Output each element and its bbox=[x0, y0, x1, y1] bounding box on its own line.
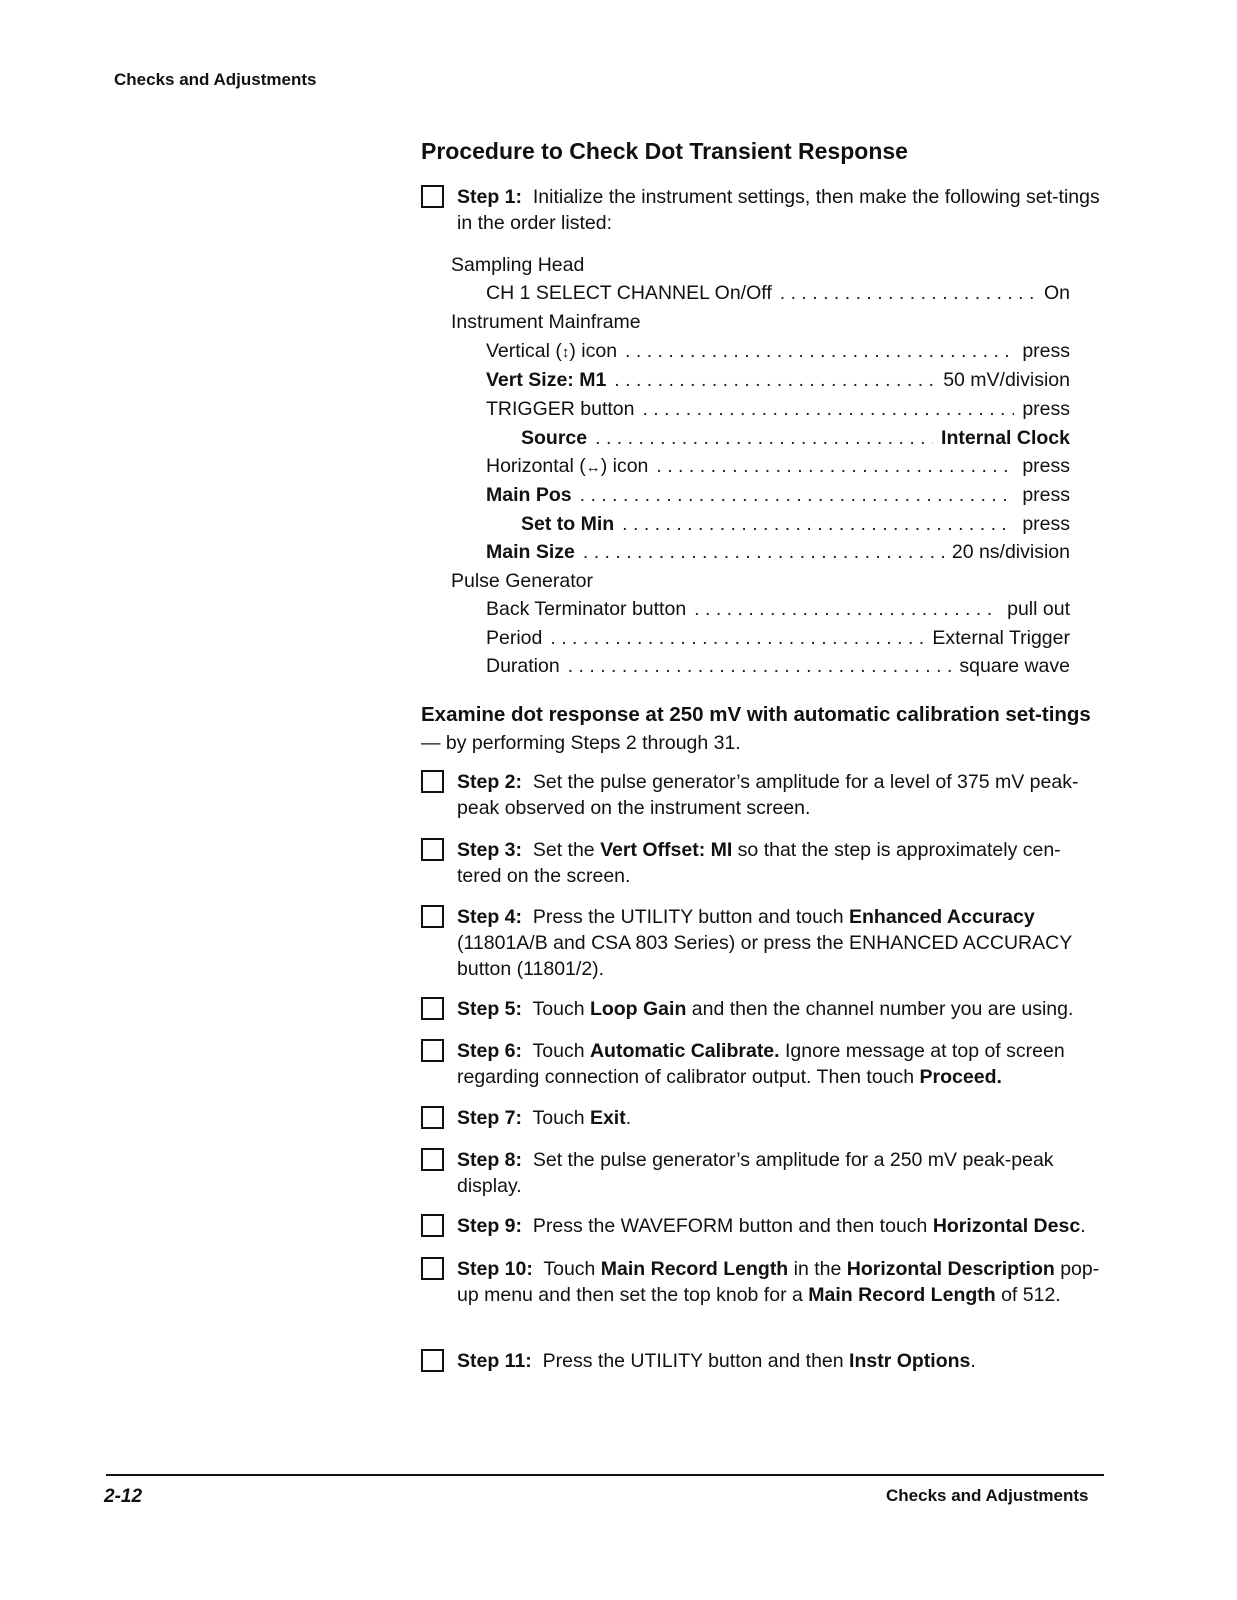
step-text-bold: Proceed. bbox=[919, 1066, 1002, 1088]
examine-subheading bbox=[421, 701, 1101, 757]
setting-label-suffix: ) icon bbox=[600, 455, 649, 477]
setting-row-set-to-min bbox=[521, 511, 1070, 539]
step-text: of 512. bbox=[995, 1284, 1061, 1306]
setting-label: Source bbox=[521, 427, 588, 449]
setting-label: Main Pos bbox=[486, 484, 572, 506]
setting-label: Vert Size: M1 bbox=[486, 369, 607, 391]
setting-value: 20 ns/division bbox=[951, 541, 1070, 563]
running-header: Checks and Adjustments bbox=[114, 70, 317, 89]
leader-dots bbox=[580, 482, 1015, 508]
checkbox[interactable] bbox=[421, 838, 444, 861]
step-label: Step 8: bbox=[457, 1149, 523, 1171]
setting-label: Vertical ( bbox=[486, 340, 562, 362]
step-6 bbox=[421, 1038, 1101, 1090]
vertical-arrow-icon: ↕ bbox=[561, 344, 570, 361]
checkbox[interactable] bbox=[421, 997, 444, 1020]
leader-dots bbox=[622, 511, 1014, 537]
step-7 bbox=[421, 1105, 1101, 1131]
step-text: Press the UTILITY button and then bbox=[542, 1350, 850, 1372]
setting-label: Back Terminator button bbox=[486, 598, 687, 620]
step-3 bbox=[421, 837, 1101, 889]
setting-value: External Trigger bbox=[932, 627, 1070, 649]
step-label: Step 3: bbox=[457, 839, 523, 861]
setting-value: press bbox=[1022, 340, 1070, 362]
setting-label: Set to Min bbox=[521, 513, 615, 535]
setting-value: press bbox=[1022, 455, 1070, 477]
step-text-bold: Horizontal Desc bbox=[932, 1215, 1081, 1237]
step-text: (11801A/B and CSA 803 Series) or press the ENHANCED ACCURACY button (11801/2). bbox=[457, 932, 1072, 980]
checkbox[interactable] bbox=[421, 1257, 444, 1280]
setting-row-vert-size bbox=[486, 367, 1070, 395]
step-text-bold: Loop Gain bbox=[589, 998, 687, 1020]
step-text: Press the UTILITY button and touch bbox=[532, 906, 850, 928]
step-label: Step 1: bbox=[457, 186, 523, 208]
checkbox[interactable] bbox=[421, 1148, 444, 1171]
setting-value: press bbox=[1022, 398, 1070, 420]
leader-dots bbox=[694, 596, 999, 622]
horizontal-arrow-icon: ↔ bbox=[585, 459, 601, 476]
step-label: Step 9: bbox=[457, 1215, 523, 1237]
checkbox[interactable] bbox=[421, 1106, 444, 1129]
page-number: 2-12 bbox=[104, 1486, 143, 1507]
setting-label: Period bbox=[486, 627, 543, 649]
step-text: so that the step is approximately cen-tered on the screen. bbox=[457, 839, 1061, 887]
step-text-bold: Automatic Calibrate. bbox=[589, 1040, 780, 1062]
checkbox[interactable] bbox=[421, 905, 444, 928]
procedure-title: Procedure to Check Dot Transient Response bbox=[421, 138, 908, 164]
setting-row-source bbox=[521, 425, 1070, 453]
step-2 bbox=[421, 769, 1101, 821]
step-text-bold: Instr Options bbox=[849, 1350, 971, 1372]
section-instrument-mainframe: Instrument Mainframe bbox=[451, 311, 641, 333]
step-text-bold: Enhanced Accuracy bbox=[849, 906, 1035, 928]
step-text-bold: Main Record Length bbox=[808, 1284, 996, 1306]
step-text: pop-up menu and then set the top knob for a bbox=[457, 1258, 1100, 1306]
setting-value: pull out bbox=[1007, 598, 1070, 620]
step-text: . bbox=[1080, 1215, 1086, 1237]
section-pulse-generator: Pulse Generator bbox=[451, 570, 593, 592]
step-text-bold: Vert Offset: MI bbox=[600, 839, 733, 861]
setting-label: Horizontal ( bbox=[486, 455, 586, 477]
checkbox[interactable] bbox=[421, 1039, 444, 1062]
step-text: Ignore message at top of screen regarding connection of calibrator output. Then touch bbox=[457, 1040, 1065, 1088]
step-text: and then the channel number you are using. bbox=[686, 998, 1074, 1020]
step-label: Step 2: bbox=[457, 771, 523, 793]
step-9 bbox=[421, 1213, 1101, 1239]
footer-section-title: Checks and Adjustments bbox=[886, 1486, 1089, 1505]
step-label: Step 7: bbox=[457, 1107, 523, 1129]
setting-value: On bbox=[1043, 282, 1070, 304]
step-label: Step 5: bbox=[457, 998, 523, 1020]
checkbox[interactable] bbox=[421, 770, 444, 793]
section-sampling-head: Sampling Head bbox=[451, 254, 585, 276]
step-text: Set the pulse generator’s amplitude for a level of 375 mV peak-peak observed on the instrument screen. bbox=[457, 771, 1079, 819]
subheading-rest: — by performing Steps 2 through 31. bbox=[421, 732, 741, 754]
leader-dots bbox=[780, 280, 1036, 306]
leader-dots bbox=[583, 539, 944, 565]
setting-value: 50 mV/division bbox=[943, 369, 1070, 391]
step-text: Touch bbox=[543, 1258, 601, 1280]
setting-label: CH 1 SELECT CHANNEL On/Off bbox=[486, 282, 772, 304]
step-10 bbox=[421, 1256, 1101, 1308]
setting-row-duration bbox=[486, 653, 1070, 681]
step-text: . bbox=[625, 1107, 632, 1129]
setting-row-ch1 bbox=[486, 280, 1070, 308]
setting-value: square wave bbox=[959, 655, 1070, 677]
leader-dots bbox=[625, 338, 1014, 364]
leader-dots bbox=[656, 453, 1014, 479]
leader-dots bbox=[642, 396, 1014, 422]
setting-row-horizontal bbox=[486, 453, 1070, 481]
setting-label: Main Size bbox=[486, 541, 575, 563]
setting-label-suffix: ) icon bbox=[569, 340, 618, 362]
step-label: Step 10: bbox=[457, 1258, 533, 1280]
step-text: Initialize the instrument settings, then make the following set-tings in the order listed: bbox=[457, 186, 1100, 234]
step-5 bbox=[421, 996, 1101, 1022]
step-text: Touch bbox=[532, 998, 590, 1020]
setting-value: press bbox=[1022, 484, 1070, 506]
setting-row-period bbox=[486, 625, 1070, 653]
setting-row-trigger bbox=[486, 396, 1070, 424]
step-label: Step 11: bbox=[457, 1350, 532, 1372]
step-text: Touch bbox=[532, 1040, 590, 1062]
setting-value: Internal Clock bbox=[941, 427, 1070, 449]
setting-row-back-terminator bbox=[486, 596, 1070, 624]
setting-row-main-pos bbox=[486, 482, 1070, 510]
leader-dots bbox=[568, 653, 952, 679]
setting-value: press bbox=[1022, 513, 1070, 535]
step-label: Step 4: bbox=[457, 906, 523, 928]
step-text-bold: Main Record Length bbox=[600, 1258, 789, 1280]
step-text: Touch bbox=[532, 1107, 590, 1129]
leader-dots bbox=[595, 425, 933, 451]
step-text: Set the pulse generator’s amplitude for a 250 mV peak-peak display. bbox=[457, 1149, 1054, 1197]
checkbox[interactable] bbox=[421, 1214, 444, 1237]
footer-rule bbox=[106, 1474, 1104, 1476]
step-text: Press the WAVEFORM button and then touch bbox=[532, 1215, 933, 1237]
checkbox[interactable] bbox=[421, 1349, 444, 1372]
setting-label: Duration bbox=[486, 655, 560, 677]
step-text: in the bbox=[788, 1258, 847, 1280]
step-text-bold: Horizontal Description bbox=[846, 1258, 1055, 1280]
leader-dots bbox=[614, 367, 935, 393]
step-label: Step 6: bbox=[457, 1040, 523, 1062]
subheading-bold: Examine dot response at 250 mV with automatic calibration set-tings bbox=[421, 703, 1091, 726]
step-text: Set the bbox=[532, 839, 601, 861]
setting-row-main-size bbox=[486, 539, 1070, 567]
leader-dots bbox=[550, 625, 924, 651]
checkbox[interactable] bbox=[421, 185, 444, 208]
step-8 bbox=[421, 1147, 1101, 1199]
step-text: . bbox=[970, 1350, 976, 1372]
step-4 bbox=[421, 904, 1101, 982]
step-text-bold: Exit bbox=[589, 1107, 626, 1129]
step-1 bbox=[421, 184, 1101, 236]
setting-label: TRIGGER button bbox=[486, 398, 635, 420]
setting-row-vertical bbox=[486, 338, 1070, 366]
step-11 bbox=[421, 1348, 1101, 1374]
